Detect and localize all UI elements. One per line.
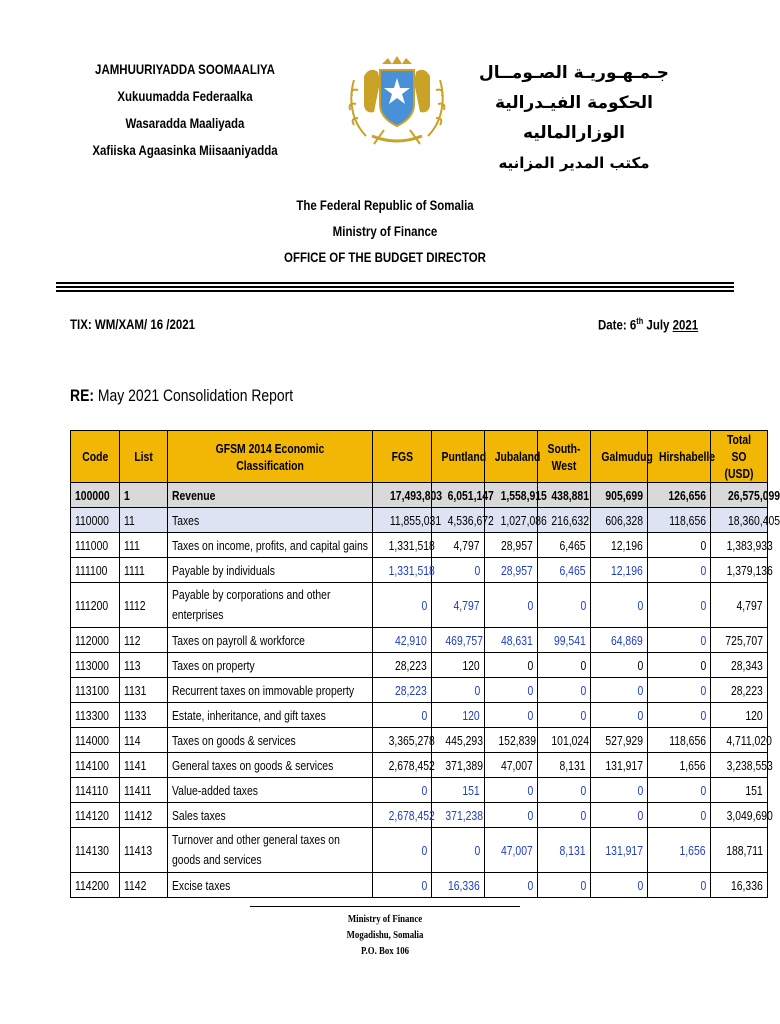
- table-cell: 18,360,405: [711, 508, 768, 533]
- table-cell: 4,797: [711, 583, 768, 628]
- table-cell: 131,917: [591, 753, 648, 778]
- table-cell: 131,917: [591, 828, 648, 873]
- table-cell: 0: [591, 778, 648, 803]
- table-cell: 0: [432, 678, 485, 703]
- table-cell: 6,465: [538, 533, 591, 558]
- table-row: [71, 778, 768, 803]
- table-cell: 1: [120, 483, 168, 508]
- header-left: [70, 56, 300, 164]
- table-cell: 0: [485, 583, 538, 628]
- table-cell: 0: [485, 678, 538, 703]
- table-cell: Sales taxes: [168, 803, 373, 828]
- table-header-row: [71, 431, 768, 483]
- table-cell: 216,632: [538, 508, 591, 533]
- table-cell: 4,711,020: [711, 728, 768, 753]
- table-cell: 1,379,136: [711, 558, 768, 583]
- footer-line: Mogadishu, Somalia: [346, 929, 424, 941]
- table-cell: Estate, inheritance, and gift taxes: [168, 703, 373, 728]
- table-cell: 152,839: [485, 728, 538, 753]
- table-cell: 0: [538, 678, 591, 703]
- table-cell: 0: [648, 778, 711, 803]
- table-cell: 371,238: [432, 803, 485, 828]
- reference-number: TIX: WM/XAM/ 16 /2021: [70, 316, 196, 332]
- table-cell: 12,196: [591, 558, 648, 583]
- column-header: Total SO (USD): [711, 431, 768, 483]
- table-cell: 1133: [120, 703, 168, 728]
- table-cell: 1142: [120, 873, 168, 898]
- table-row: [71, 873, 768, 898]
- table-cell: 0: [432, 558, 485, 583]
- table-cell: Taxes on payroll & workforce: [168, 628, 373, 653]
- table-cell: 527,929: [591, 728, 648, 753]
- table-cell: 113: [120, 653, 168, 678]
- table-cell: General taxes on goods & services: [168, 753, 373, 778]
- table-cell: 0: [648, 803, 711, 828]
- table-row: [71, 558, 768, 583]
- table-cell: 4,536,672: [432, 508, 485, 533]
- table-cell: 0: [648, 558, 711, 583]
- table-row: [71, 653, 768, 678]
- table-cell: 28,957: [485, 533, 538, 558]
- table-cell: 113100: [71, 678, 120, 703]
- table-cell: 1,656: [648, 753, 711, 778]
- column-header: FGS: [373, 431, 432, 483]
- table-row: [71, 728, 768, 753]
- header-right-line: الوزارالماليه: [523, 123, 625, 143]
- table-cell: 8,131: [538, 753, 591, 778]
- header-left-line: Xukuumadda Federaalka: [117, 88, 253, 104]
- table-cell: 0: [591, 803, 648, 828]
- table-cell: 114130: [71, 828, 120, 873]
- table-cell: 0: [538, 653, 591, 678]
- table-cell: 0: [648, 678, 711, 703]
- table-cell: Payable by corporations and other enterprises: [168, 583, 373, 628]
- table-cell: 114100: [71, 753, 120, 778]
- table-cell: Excise taxes: [168, 873, 373, 898]
- table-cell: 1,027,086: [485, 508, 538, 533]
- table-cell: 28,223: [373, 678, 432, 703]
- table-cell: 120: [711, 703, 768, 728]
- table-cell: 113300: [71, 703, 120, 728]
- office-title: OFFICE OF THE BUDGET DIRECTOR: [284, 249, 486, 265]
- table-cell: 0: [538, 703, 591, 728]
- table-cell: 0: [485, 873, 538, 898]
- table-cell: 0: [538, 873, 591, 898]
- table-cell: 0: [485, 778, 538, 803]
- table-row: [71, 828, 768, 873]
- table-row: [71, 583, 768, 628]
- table-cell: 4,797: [432, 583, 485, 628]
- table-cell: 17,493,803: [373, 483, 432, 508]
- table-cell: 28,957: [485, 558, 538, 583]
- table-cell: 0: [485, 653, 538, 678]
- table-row: [71, 533, 768, 558]
- table-cell: 114: [120, 728, 168, 753]
- header-right-line: جـمـهـوريـة الصـومــال: [479, 63, 669, 83]
- table-cell: 1,656: [648, 828, 711, 873]
- table-cell: 0: [373, 873, 432, 898]
- table-cell: 111100: [71, 558, 120, 583]
- table-cell: 1141: [120, 753, 168, 778]
- table-cell: 48,631: [485, 628, 538, 653]
- consolidation-table: [70, 430, 780, 898]
- table-cell: 3,238,553: [711, 753, 768, 778]
- table-cell: 114200: [71, 873, 120, 898]
- table-cell: 2,678,452: [373, 753, 432, 778]
- table-cell: 0: [648, 703, 711, 728]
- table-cell: 112: [120, 628, 168, 653]
- table-cell: 11,855,031: [373, 508, 432, 533]
- somalia-coat-of-arms-icon: [342, 50, 452, 150]
- table-cell: Taxes on goods & services: [168, 728, 373, 753]
- table-row: [71, 508, 768, 533]
- table-cell: 111200: [71, 583, 120, 628]
- table-cell: 2,678,452: [373, 803, 432, 828]
- table-cell: 438,881: [538, 483, 591, 508]
- table-cell: Recurrent taxes on immovable property: [168, 678, 373, 703]
- table-row: [71, 628, 768, 653]
- table-cell: 114000: [71, 728, 120, 753]
- table-cell: 0: [373, 583, 432, 628]
- table-cell: 151: [711, 778, 768, 803]
- republic-title: The Federal Republic of Somalia: [296, 197, 474, 213]
- table-cell: 6,051,147: [432, 483, 485, 508]
- table-cell: 1112: [120, 583, 168, 628]
- header-divider: [56, 282, 734, 294]
- table-cell: 118,656: [648, 728, 711, 753]
- table-cell: 28,223: [711, 678, 768, 703]
- table-cell: 47,007: [485, 828, 538, 873]
- table-cell: 1,383,933: [711, 533, 768, 558]
- table-cell: 0: [538, 803, 591, 828]
- table-cell: 0: [591, 583, 648, 628]
- table-cell: 11412: [120, 803, 168, 828]
- table-cell: 47,007: [485, 753, 538, 778]
- table-cell: Taxes on property: [168, 653, 373, 678]
- table-cell: 0: [648, 583, 711, 628]
- table-cell: Payable by individuals: [168, 558, 373, 583]
- table-cell: 0: [538, 583, 591, 628]
- table-cell: 1,331,518: [373, 533, 432, 558]
- footer: [0, 906, 770, 959]
- header-right-line: مكتب المدير المزانيه: [498, 154, 650, 172]
- header-right-arabic: [474, 58, 674, 178]
- table-cell: 120: [432, 703, 485, 728]
- table-cell: 100000: [71, 483, 120, 508]
- table-cell: 0: [648, 533, 711, 558]
- column-header: Galmudug: [591, 431, 648, 483]
- center-title: [0, 192, 770, 270]
- table-cell: 118,656: [648, 508, 711, 533]
- table-cell: 120: [432, 653, 485, 678]
- table-cell: 371,389: [432, 753, 485, 778]
- table-cell: 3,049,690: [711, 803, 768, 828]
- table-cell: 16,336: [432, 873, 485, 898]
- table-cell: 0: [485, 703, 538, 728]
- table-cell: 110000: [71, 508, 120, 533]
- table-cell: 0: [591, 873, 648, 898]
- column-header: Code: [71, 431, 120, 483]
- subject-line: RE: May 2021 Consolidation Report: [70, 386, 294, 405]
- table-cell: 113000: [71, 653, 120, 678]
- table-cell: 0: [591, 678, 648, 703]
- table-cell: 0: [648, 873, 711, 898]
- table-cell: 0: [538, 778, 591, 803]
- table-cell: 28,223: [373, 653, 432, 678]
- table-cell: 188,711: [711, 828, 768, 873]
- header-left-line: Wasaradda Maaliyada: [125, 115, 245, 131]
- table-cell: 11411: [120, 778, 168, 803]
- table-cell: 469,757: [432, 628, 485, 653]
- table-cell: 111000: [71, 533, 120, 558]
- table-cell: 0: [591, 653, 648, 678]
- table-cell: 28,343: [711, 653, 768, 678]
- ministry-title: Ministry of Finance: [332, 223, 438, 239]
- table-cell: 6,465: [538, 558, 591, 583]
- column-header: List: [120, 431, 168, 483]
- table-row: [71, 803, 768, 828]
- column-header: South-West: [538, 431, 591, 483]
- table-cell: 12,196: [591, 533, 648, 558]
- table-cell: Taxes on income, profits, and capital gains: [168, 533, 373, 558]
- table-cell: 99,541: [538, 628, 591, 653]
- table-cell: 905,699: [591, 483, 648, 508]
- column-header: Jubaland: [485, 431, 538, 483]
- table-cell: 64,869: [591, 628, 648, 653]
- table-cell: 114120: [71, 803, 120, 828]
- table-cell: 26,575,099: [711, 483, 768, 508]
- footer-line: Ministry of Finance: [347, 913, 423, 925]
- column-header: GFSM 2014 Economic Classification: [168, 431, 373, 483]
- table-cell: 151: [432, 778, 485, 803]
- table-cell: 3,365,278: [373, 728, 432, 753]
- table-cell: 114110: [71, 778, 120, 803]
- table-cell: 11413: [120, 828, 168, 873]
- table-cell: Value-added taxes: [168, 778, 373, 803]
- table-row: [71, 753, 768, 778]
- table-cell: 11: [120, 508, 168, 533]
- table-cell: 4,797: [432, 533, 485, 558]
- table-cell: 1131: [120, 678, 168, 703]
- table-cell: 0: [373, 703, 432, 728]
- header-left-line: Xafiiska Agaasinka Miisaaniyadda: [92, 142, 278, 158]
- table-cell: 1111: [120, 558, 168, 583]
- table-cell: 0: [648, 653, 711, 678]
- table-cell: 445,293: [432, 728, 485, 753]
- table-row: [71, 678, 768, 703]
- table-cell: 42,910: [373, 628, 432, 653]
- table-cell: 0: [591, 703, 648, 728]
- table-cell: Turnover and other general taxes on goods and services: [168, 828, 373, 873]
- table-row: [71, 483, 768, 508]
- header-right-line: الحكومة الفيـدرالية: [494, 93, 654, 113]
- table-cell: Taxes: [168, 508, 373, 533]
- column-header: Hirshabelle: [648, 431, 711, 483]
- table-cell: 112000: [71, 628, 120, 653]
- table-cell: Revenue: [168, 483, 373, 508]
- header-left-line: JAMHUURIYADDA SOOMAALIYA: [95, 61, 275, 77]
- table-cell: 0: [648, 628, 711, 653]
- table-cell: 1,331,518: [373, 558, 432, 583]
- table-cell: 606,328: [591, 508, 648, 533]
- document-date: Date: 6th July 2021: [597, 316, 698, 333]
- table-cell: 111: [120, 533, 168, 558]
- table-cell: 101,024: [538, 728, 591, 753]
- table-cell: 16,336: [711, 873, 768, 898]
- table-cell: 0: [373, 828, 432, 873]
- table-cell: 0: [485, 803, 538, 828]
- table-cell: 0: [373, 778, 432, 803]
- table-cell: 126,656: [648, 483, 711, 508]
- table-cell: 8,131: [538, 828, 591, 873]
- column-header: Puntland: [432, 431, 485, 483]
- footer-line: P.O. Box 106: [360, 945, 410, 957]
- table-row: [71, 703, 768, 728]
- table-cell: 1,558,915: [485, 483, 538, 508]
- table-cell: 0: [432, 828, 485, 873]
- table-cell: 725,707: [711, 628, 768, 653]
